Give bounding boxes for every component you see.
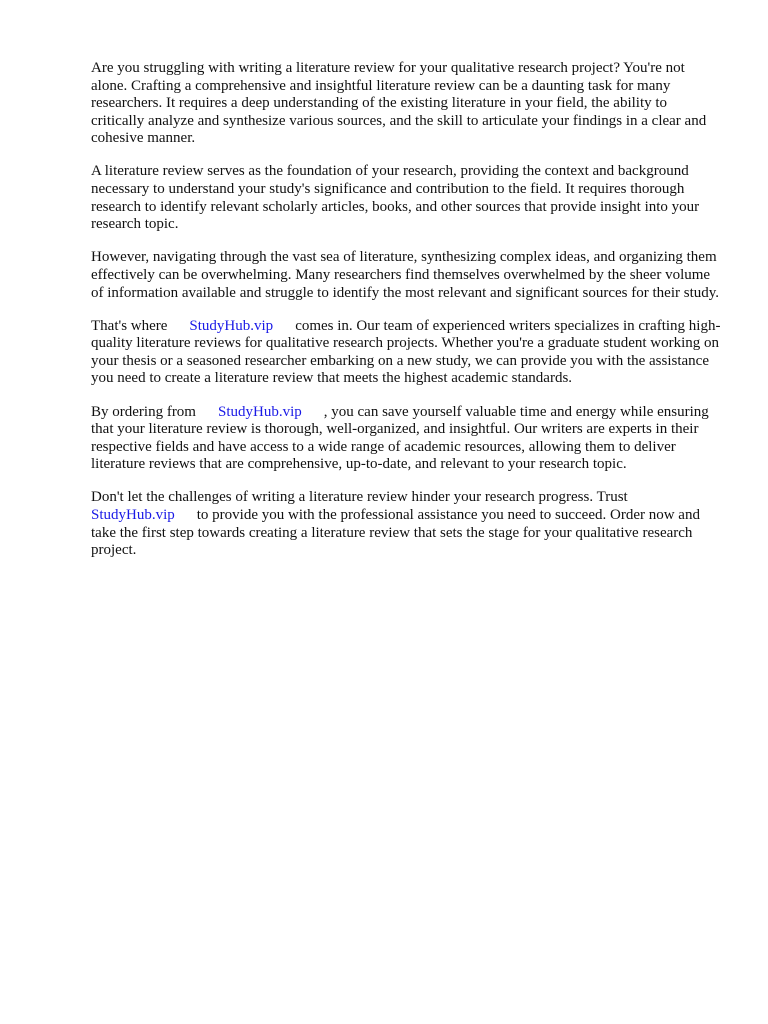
paragraph-ordering-rest: , you can save yourself valuable time and energy while ensuring that your literature review is thorough, well-organized, and insightful. Our writers are experts in their respective fields and have access to a wide range of academic resources, allowing them to deliver literature reviews that are comprehensive, up-to-date, and relevant to your research topic. — [91, 403, 709, 473]
paragraph-thats-where-rest: comes in. Our team of experienced writers specializes in crafting high-quality literature reviews for qualitative research projects. Whether you're a graduate student working on your thesis or a seasoned researcher embarking on a new study, we can provide you with the assistance you need to create a literature review that meets the highest academic standards. — [91, 317, 721, 387]
studyhub-link[interactable]: StudyHub.vip — [217, 403, 302, 420]
paragraph-ordering — [91, 404, 723, 474]
paragraph-intro: Are you struggling with writing a literature review for your qualitative research project? You're not alone. Crafting a comprehensive and insightful literature review can be a daunting task for many researchers. It requires a deep understanding of the existing literature in your field, the ability to critically analyze and synthesize various sources, and the skill to articulate your findings in a clear and cohesive manner. — [91, 60, 707, 147]
paragraph-foundation: A literature review serves as the foundation of your research, providing the context and background necessary to understand your study's significance and contribution to the field. It requires thorough research to identify relevant scholarly articles, books, and other sources that provide insight into your research topic. — [91, 163, 700, 233]
paragraph-challenges: However, navigating through the vast sea of literature, synthesizing complex ideas, and organizing them effectively can be overwhelming. Many researchers find themselves overwhelmed by the sheer volume of information available and struggle to identify the most relevant and significant sources for their study. — [91, 249, 720, 301]
studyhub-link[interactable]: StudyHub.vip — [91, 506, 175, 523]
document-page — [91, 60, 723, 575]
paragraph-ordering-lead: By ordering from — [91, 403, 196, 420]
paragraph-thats-where — [91, 318, 723, 388]
paragraph-trust-rest: to provide you with the professional assistance you need to succeed. Order now and take the first step towards creating a literature review that sets the stage for your qualitative research project. — [91, 506, 700, 559]
paragraph-trust-lead: Don't let the challenges of writing a literature review hinder your research progress. Trust — [91, 489, 628, 506]
paragraph-thats-where-lead: That's where — [91, 317, 168, 334]
paragraph-trust — [91, 489, 723, 559]
studyhub-link[interactable]: StudyHub.vip — [189, 317, 274, 334]
